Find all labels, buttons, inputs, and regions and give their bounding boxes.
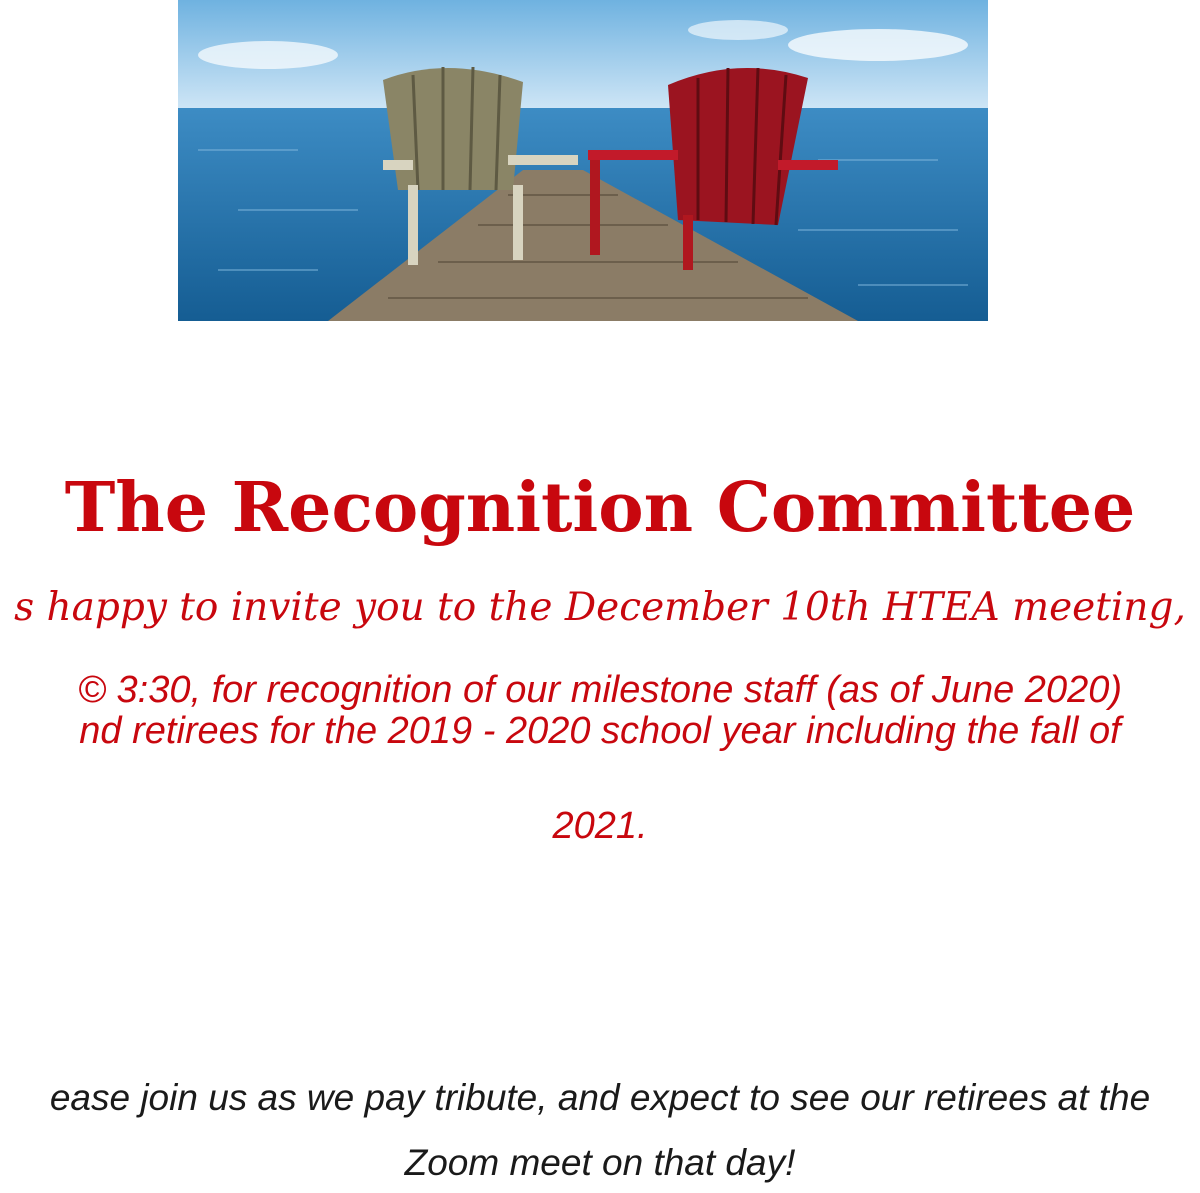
closing-line-2: Zoom meet on that day! — [404, 1142, 796, 1183]
invitation-line-4: 2021. — [552, 805, 648, 847]
closing-line-1: ease join us as we pay tribute, and expect to see our retirees at the — [49, 1077, 1151, 1118]
page-title: The Recognition Committee — [64, 468, 1136, 548]
invitation-line-1: s happy to invite you to the December 10th HTEA meeting, — [14, 585, 1186, 630]
invitation-line-3: nd retirees for the 2019 - 2020 school year including the fall of — [79, 710, 1121, 752]
invitation-line-2: © 3:30, for recognition of our milestone staff (as of June 2020) — [77, 669, 1123, 711]
hero-image — [178, 0, 988, 321]
lake-dock-chairs-illustration — [178, 0, 988, 321]
